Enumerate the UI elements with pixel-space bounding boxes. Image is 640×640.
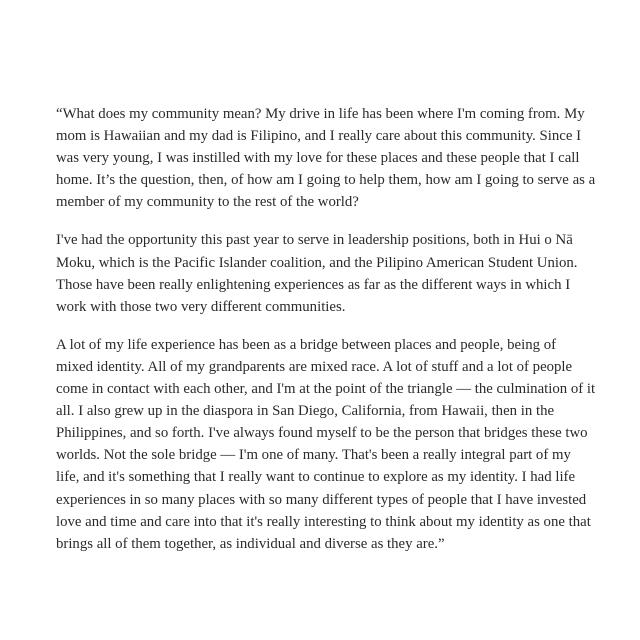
paragraph-leadership: I've had the opportunity this past year to serve in leadership positions, both in Hui o Nā Moku, which is the Pacific Islander coalition, and the Pilipino American Student Union. Those have been really enlightening experiences as far as the different ways in which I work with those two very different communities. — [56, 232, 578, 315]
paragraph-identity: A lot of my life experience has been as a bridge between places and people, being of mixed identity. All of my grandparents are mixed race. A lot of stuff and a lot of people come in contact with each other, and I'm at the point of the triangle — the culmination of it all. I also grew up in the diaspora in San Diego, California, from Hawaii, then in the Philippines, and so forth. I've always found myself to be the person that bridges these two worlds. Not the sole bridge — I'm one of many. That's been a really integral part of my life, and it's something that I really want to continue to explore as my identity. I had life experiences in so many places with so many different types of people that I have invested love and time and care into that it's really interesting to think about my identity as one that brings all of them together, as individual and diverse as they are.” — [56, 336, 596, 552]
paragraph-community: “What does my community mean? My drive in life has been where I'm coming from. My mom is Hawaiian and my dad is Filipino, and I really care about this community. Since I was very young, I was instilled with my love for these places and these people that I call home. It’s the question, then, of how am I going to help them, how am I going to serve as a member of my community to the rest of the world? — [56, 106, 596, 211]
quote-text-block — [56, 103, 596, 571]
